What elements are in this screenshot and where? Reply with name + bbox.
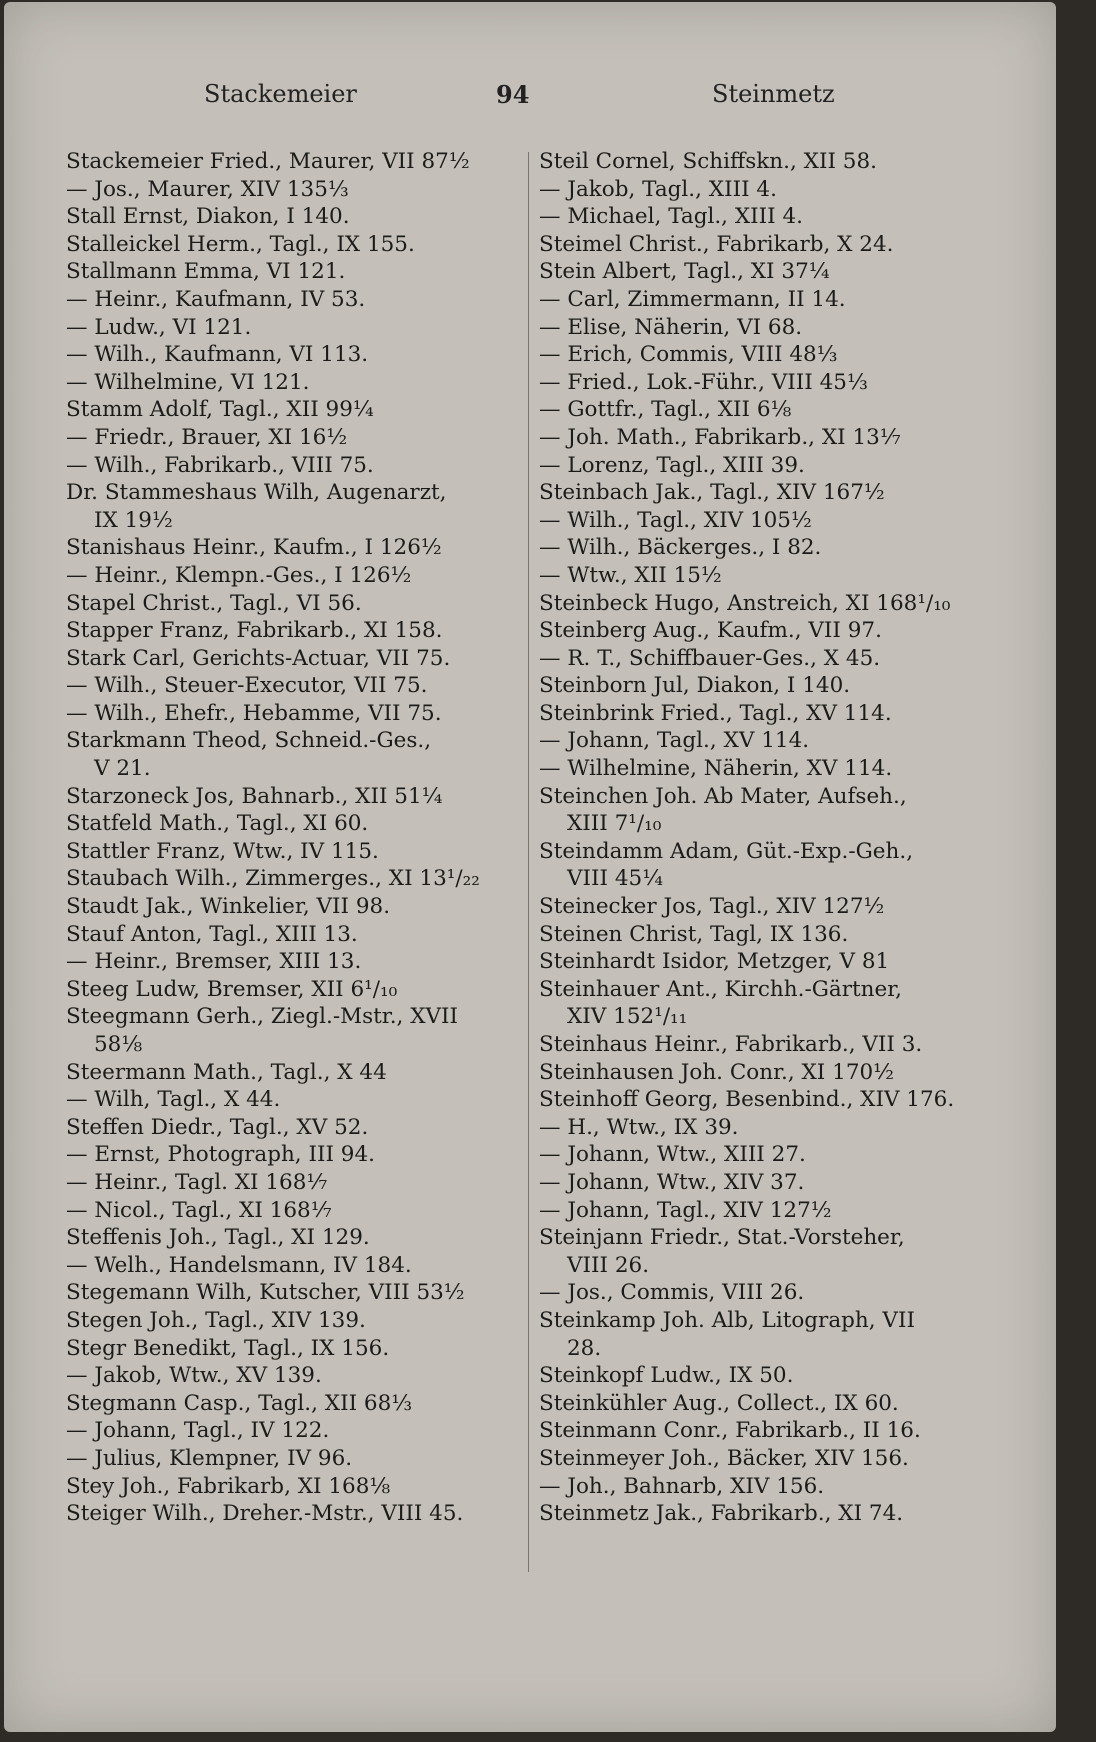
directory-entry: Steinbach Jak., Tagl., XIV 167½ — [539, 480, 885, 506]
directory-entry: — Julius, Klempner, IV 96. — [66, 1445, 353, 1471]
directory-entry: — Fried., Lok.-Führ., VIII 45⅓ — [539, 369, 868, 395]
directory-entry: — Wilh., Ehefr., Hebamme, VII 75. — [66, 700, 442, 726]
directory-entry: Steinmann Conr., Fabrikarb., II 16. — [539, 1418, 921, 1444]
directory-entry: Steinjann Friedr., Stat.-Vorsteher, — [539, 1225, 905, 1251]
directory-entry: Steinhauer Ant., Kirchh.-Gärtner, — [539, 976, 902, 1002]
directory-entry: Steiger Wilh., Dreher.-Mstr., VIII 45. — [66, 1501, 464, 1527]
directory-entry: — Wilhelmine, Näherin, XV 114. — [539, 756, 893, 782]
directory-entry: XIII 7¹/₁₀ — [567, 811, 662, 837]
directory-entry: Steinen Christ, Tagl, IX 136. — [539, 921, 849, 947]
directory-entry: Steermann Math., Tagl., X 44 — [66, 1059, 387, 1085]
directory-entry: Steinhaus Heinr., Fabrikarb., VII 3. — [539, 1032, 923, 1057]
directory-entry: Steffen Diedr., Tagl., XV 52. — [66, 1114, 369, 1140]
directory-entry: Steil Cornel, Schiffskn., XII 58. — [539, 149, 877, 174]
directory-entry: — Johann, Tagl., XIV 127½ — [539, 1197, 832, 1223]
directory-entry: — R. T., Schiffbauer-Ges., X 45. — [539, 645, 881, 671]
directory-entry: — Wilh, Tagl., X 44. — [66, 1087, 281, 1113]
directory-entry: Stegmann Casp., Tagl., XII 68⅓ — [66, 1390, 413, 1416]
directory-entry: Staudt Jak., Winkelier, VII 98. — [66, 894, 391, 920]
directory-entry: Stackemeier Fried., Maurer, VII 87½ — [66, 149, 470, 174]
directory-entry: — Jos., Maurer, XIV 135⅓ — [66, 176, 349, 202]
directory-entry: Staubach Wilh., Zimmerges., XI 13¹/₂₂ — [66, 866, 480, 892]
directory-entry: — Gottfr., Tagl., XII 6⅛ — [539, 397, 792, 423]
directory-entry: Stalleickel Herm., Tagl., IX 155. — [66, 231, 415, 257]
directory-entry: 28. — [567, 1335, 602, 1361]
directory-entry: — Heinr., Bremser, XIII 13. — [66, 949, 362, 975]
directory-entry: — Wilh., Fabrikarb., VIII 75. — [66, 452, 374, 478]
directory-entry: Steinmetz Jak., Fabrikarb., XI 74. — [539, 1501, 904, 1527]
directory-entry: Stegemann Wilh, Kutscher, VIII 53½ — [66, 1280, 465, 1306]
header-right-keyword: Steinmetz — [712, 80, 835, 108]
directory-entry: Steinborn Jul, Diakon, I 140. — [539, 673, 851, 699]
directory-entry: — Wilh., Steuer-Executor, VII 75. — [66, 673, 428, 699]
directory-entry: Starzoneck Jos, Bahnarb., XII 51¼ — [66, 783, 443, 809]
directory-entry: Stegen Joh., Tagl., XIV 139. — [66, 1307, 366, 1333]
directory-entry: — Nicol., Tagl., XI 168⅐ — [66, 1197, 332, 1223]
directory-entry: Stegr Benedikt, Tagl., IX 156. — [66, 1335, 390, 1361]
directory-entry: Steinecker Jos, Tagl., XIV 127½ — [539, 894, 885, 920]
directory-entry: — Joh. Math., Fabrikarb., XI 13⅐ — [539, 424, 901, 450]
directory-entry: Statfeld Math., Tagl., XI 60. — [66, 811, 369, 837]
directory-entry: IX 19½ — [94, 507, 173, 533]
directory-entry: — Erich, Commis, VIII 48⅓ — [539, 342, 838, 368]
directory-entry: XIV 152¹/₁₁ — [567, 1004, 688, 1030]
directory-entry: VIII 26. — [567, 1252, 650, 1278]
directory-entry: Starkmann Theod, Schneid.-Ges., — [66, 728, 432, 754]
directory-entry: Steegmann Gerh., Ziegl.-Mstr., XVII — [66, 1004, 459, 1030]
directory-entry: — Wtw., XII 15½ — [539, 562, 722, 588]
directory-entry: — Ernst, Photograph, III 94. — [66, 1142, 375, 1168]
directory-entry: — Jakob, Wtw., XV 139. — [66, 1363, 322, 1389]
directory-entry: — Johann, Wtw., XIV 37. — [539, 1169, 805, 1195]
directory-entry: — Wilhelmine, VI 121. — [66, 369, 310, 395]
directory-entry: Steinhoff Georg, Besenbind., XIV 176. — [539, 1087, 955, 1113]
directory-entry: Dr. Stammeshaus Wilh, Augenarzt, — [66, 480, 447, 506]
directory-entry: V 21. — [94, 756, 151, 782]
directory-entry: Stey Joh., Fabrikarb, XI 168⅛ — [66, 1473, 391, 1499]
column-divider — [528, 152, 529, 1572]
directory-entry: Steimel Christ., Fabrikarb, X 24. — [539, 231, 894, 257]
directory-entry: Stallmann Emma, VI 121. — [66, 259, 346, 285]
directory-page — [4, 2, 1056, 1732]
directory-entry: Steeg Ludw, Bremser, XII 6¹/₁₀ — [66, 976, 398, 1002]
directory-entry: — Heinr., Kaufmann, IV 53. — [66, 286, 366, 312]
directory-entry: VIII 45¼ — [567, 866, 664, 892]
directory-entry: — Heinr., Klempn.-Ges., I 126½ — [66, 562, 412, 588]
directory-entry: — Elise, Näherin, VI 68. — [539, 314, 803, 340]
directory-entry: Stanishaus Heinr., Kaufm., I 126½ — [66, 535, 442, 561]
directory-entry: Steinmeyer Joh., Bäcker, XIV 156. — [539, 1445, 909, 1471]
directory-entry: Steinchen Joh. Ab Mater, Aufseh., — [539, 783, 907, 809]
directory-entry: Stapper Franz, Fabrikarb., XI 158. — [66, 618, 443, 644]
directory-entry: — Heinr., Tagl. XI 168⅐ — [66, 1169, 328, 1195]
directory-entry: — Welh., Handelsmann, IV 184. — [66, 1252, 412, 1278]
directory-entry: Steffenis Joh., Tagl., XI 129. — [66, 1225, 370, 1251]
directory-entry: Steinkühler Aug., Collect., IX 60. — [539, 1390, 899, 1416]
directory-entry: — Wilh., Bäckerges., I 82. — [539, 535, 822, 561]
directory-entry: — Friedr., Brauer, XI 16½ — [66, 424, 348, 450]
directory-entry: Steinbrink Fried., Tagl., XV 114. — [539, 700, 892, 726]
directory-entry: — H., Wtw., IX 39. — [539, 1114, 739, 1140]
directory-entry: Stamm Adolf, Tagl., XII 99¼ — [66, 397, 374, 423]
directory-entry: Steinkopf Ludw., IX 50. — [539, 1363, 794, 1389]
directory-entry: Steinhardt Isidor, Metzger, V 81 — [539, 949, 890, 975]
directory-entry: — Johann, Tagl., IV 122. — [66, 1418, 330, 1444]
directory-entry: Steinberg Aug., Kaufm., VII 97. — [539, 618, 882, 644]
left-column — [66, 148, 506, 1528]
directory-entry: Steinbeck Hugo, Anstreich, XI 168¹/₁₀ — [539, 590, 951, 616]
header-left-keyword: Stackemeier — [204, 80, 357, 108]
page-number: 94 — [496, 80, 530, 109]
directory-entry: Stark Carl, Gerichts-Actuar, VII 75. — [66, 645, 451, 671]
directory-entry: Stauf Anton, Tagl., XIII 13. — [66, 921, 358, 947]
directory-entry: — Joh., Bahnarb, XIV 156. — [539, 1473, 825, 1499]
directory-entry: Stattler Franz, Wtw., IV 115. — [66, 838, 379, 864]
directory-entry: Steindamm Adam, Güt.-Exp.-Geh., — [539, 838, 914, 864]
right-column — [539, 148, 999, 1528]
directory-entry: — Wilh., Tagl., XIV 105½ — [539, 507, 812, 533]
directory-entry: — Ludw., VI 121. — [66, 314, 252, 340]
directory-entry: Stall Ernst, Diakon, I 140. — [66, 204, 350, 230]
page-header — [194, 80, 835, 116]
directory-entry: — Michael, Tagl., XIII 4. — [539, 204, 803, 230]
directory-entry: — Carl, Zimmermann, II 14. — [539, 286, 846, 312]
directory-entry: Stapel Christ., Tagl., VI 56. — [66, 590, 362, 616]
directory-entry: 58⅛ — [94, 1032, 143, 1057]
directory-entry: — Johann, Tagl., XV 114. — [539, 728, 810, 754]
directory-entry: — Wilh., Kaufmann, VI 113. — [66, 342, 369, 368]
directory-entry: — Lorenz, Tagl., XIII 39. — [539, 452, 805, 478]
directory-entry: — Jos., Commis, VIII 26. — [539, 1280, 805, 1306]
directory-entry: — Johann, Wtw., XIII 27. — [539, 1142, 806, 1168]
directory-entry: Stein Albert, Tagl., XI 37¼ — [539, 259, 830, 285]
directory-entry: Steinhausen Joh. Conr., XI 170½ — [539, 1059, 895, 1085]
directory-entry: Steinkamp Joh. Alb, Litograph, VII — [539, 1307, 915, 1333]
directory-entry: — Jakob, Tagl., XIII 4. — [539, 176, 777, 202]
